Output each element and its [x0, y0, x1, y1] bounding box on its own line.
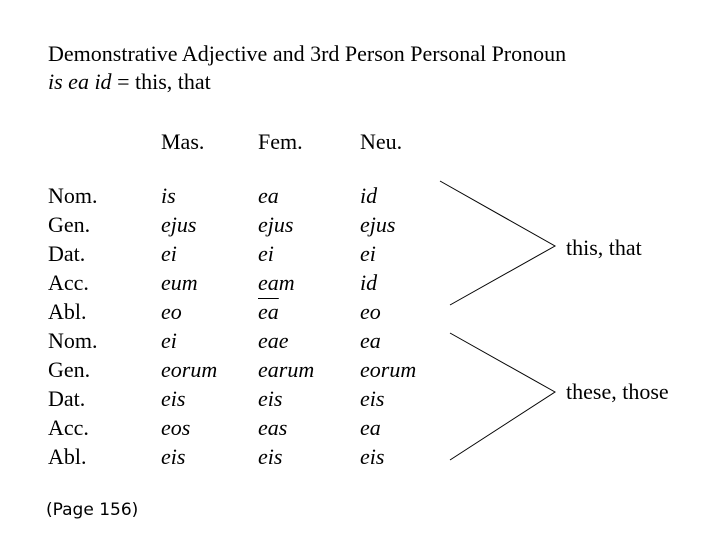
feminine-form: ea [258, 183, 279, 208]
feminine-form: ejus [258, 212, 294, 237]
masculine-form: eis [161, 444, 186, 469]
case-label: Dat. [48, 386, 86, 411]
masculine-form: eis [161, 386, 186, 411]
masculine-form: is [161, 183, 176, 208]
feminine-form: eis [258, 444, 283, 469]
feminine-form [258, 297, 314, 326]
header-feminine: Fem. [258, 129, 303, 154]
masculine-form: ei [161, 328, 177, 353]
case-label: Abl. [48, 299, 87, 324]
singular-bracket [440, 181, 555, 305]
feminine-column [258, 181, 314, 471]
masculine-form: eo [161, 299, 182, 324]
masculine-form: ei [161, 241, 177, 266]
case-label: Gen. [48, 357, 91, 382]
header-neuter: Neu. [360, 129, 403, 154]
feminine-form: eae [258, 328, 289, 353]
neuter-form: eis [360, 386, 385, 411]
feminine-form: earum [258, 357, 315, 382]
case-label: Nom. [48, 183, 98, 208]
masculine-column [161, 181, 217, 471]
neuter-form: eorum [360, 357, 417, 382]
masculine-form: ejus [161, 212, 197, 237]
case-label: Abl. [48, 444, 87, 469]
header-masculine: Mas. [161, 129, 205, 154]
feminine-form: eis [258, 386, 283, 411]
neuter-form: id [360, 183, 378, 208]
subtitle [48, 68, 211, 96]
plural-bracket [450, 333, 555, 460]
feminine-form: eas [258, 415, 288, 440]
subtitle-equals: = [117, 69, 130, 94]
neuter-form: ea [360, 415, 381, 440]
page-title: Demonstrative Adjective and 3rd Person Personal Pronoun [48, 41, 567, 66]
feminine-form-ablative-long: $\overline{ea}$ [258, 299, 279, 324]
case-label: Dat. [48, 241, 86, 266]
neuter-column [360, 181, 416, 471]
neuter-form: id [360, 270, 378, 295]
subtitle-latin: is ea id [48, 69, 112, 94]
case-label: Acc. [48, 415, 89, 440]
case-label: Acc. [48, 270, 89, 295]
singular-meaning-label: this, that [566, 235, 642, 260]
masculine-form: eos [161, 415, 191, 440]
feminine-form: eam [258, 270, 295, 295]
masculine-form: eorum [161, 357, 218, 382]
feminine-form: ei [258, 241, 274, 266]
masculine-form: eum [161, 270, 198, 295]
plural-meaning-label: these, those [566, 379, 669, 404]
neuter-form: ejus [360, 212, 396, 237]
page-reference: (Page 156) [46, 500, 139, 520]
neuter-form: ei [360, 241, 376, 266]
case-column [48, 181, 98, 471]
neuter-form: eo [360, 299, 381, 324]
case-label: Gen. [48, 212, 91, 237]
neuter-form: eis [360, 444, 385, 469]
case-label: Nom. [48, 328, 98, 353]
subtitle-meaning: this, that [134, 69, 211, 94]
neuter-form: ea [360, 328, 381, 353]
